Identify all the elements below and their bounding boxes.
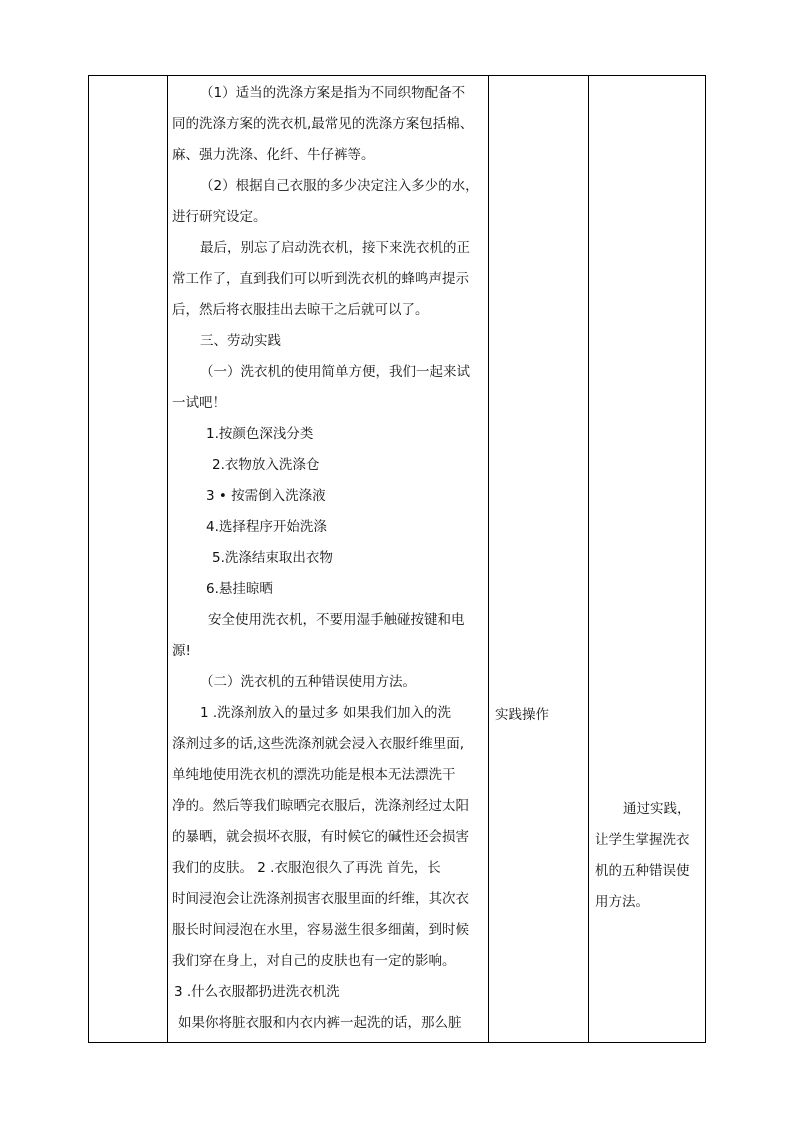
list-item: 6.悬挂晾晒 <box>206 581 273 597</box>
text-line: 时间浸泡会让洗涤剂损害衣服里面的纤维，其次衣 <box>172 891 469 907</box>
text-line: 如果你将脏衣服和内衣内裤一起洗的话，那么脏 <box>178 1015 462 1031</box>
list-item: 4.选择程序开始洗涤 <box>206 519 327 535</box>
column-divider <box>167 75 168 1043</box>
text-line: 进行研究设定。 <box>172 209 267 225</box>
text-line: 源! <box>172 643 191 659</box>
list-item: 5.洗涤结束取出衣物 <box>212 550 333 566</box>
column-divider <box>588 75 589 1043</box>
text-line: 3 .什么衣服都扔进洗衣机洗 <box>174 984 340 1000</box>
text-line: 常工作了，直到我们可以听到洗衣机的蜂鸣声提示 <box>172 271 469 287</box>
text-line: （一）洗衣机的使用简单方便，我们一起来试 <box>200 364 470 380</box>
text-line: 让学生掌握洗衣 <box>595 832 690 848</box>
text-line: 的暴晒，就会损坏衣服，有时候它的碱性还会损害 <box>172 829 469 845</box>
list-item: 3 • 按需倒入洗涤液 <box>206 488 326 504</box>
text-line: 机的五种错误使 <box>595 863 690 879</box>
text-line: 单纯地使用洗衣机的漂洗功能是根本无法漂洗干 <box>172 767 456 783</box>
text-line: 我们穿在身上，对自己的皮肤也有一定的影响。 <box>172 953 456 969</box>
list-item: 2.衣物放入洗涤仓 <box>212 457 320 473</box>
text-line: 净的。然后等我们晾晒完衣服后，洗涤剂经过太阳 <box>172 798 469 814</box>
text-line: 1 .洗涤剂放入的量过多 如果我们加入的洗 <box>200 705 451 721</box>
text-line: 后，然后将衣服挂出去晾干之后就可以了。 <box>172 302 429 318</box>
text-line: （1）适当的洗涤方案是指为不同织物配备不 <box>200 85 466 101</box>
column-divider <box>488 75 489 1043</box>
lesson-content-cell <box>172 82 484 1043</box>
teaching-method-cell: 实践操作 <box>495 707 549 723</box>
text-line: 用方法。 <box>595 894 649 910</box>
section-heading: （二）洗衣机的五种错误使用方法。 <box>200 674 416 690</box>
text-line: 麻、强力洗涤、化纤、牛仔裤等。 <box>172 147 375 163</box>
list-item: 1.按颜色深浅分类 <box>206 426 314 442</box>
text-line: 最后，别忘了启动洗衣机，接下来洗衣机的正 <box>200 240 470 256</box>
text-line: 我们的皮肤。 2 .衣服泡很久了再洗 首先，长 <box>172 860 441 876</box>
text-line: 安全使用洗衣机，不要用湿手触碰按键和电 <box>208 612 465 628</box>
section-heading: 三、劳动实践 <box>200 333 281 349</box>
teaching-goal-cell <box>595 798 703 922</box>
text-line: 同的洗涤方案的洗衣机,最常见的洗涤方案包括棉、 <box>172 116 474 132</box>
text-line: （2）根据自己衣服的多少决定注入多少的水， <box>200 178 479 194</box>
text-line: 一试吧！ <box>172 395 226 411</box>
text-line: 服长时间浸泡在水里，容易滋生很多细菌，到时候 <box>172 922 469 938</box>
text-line: 涤剂过多的话,这些洗涤剂就会浸入衣服纤维里面, <box>172 736 465 752</box>
text-line: 通过实践， <box>623 801 691 817</box>
